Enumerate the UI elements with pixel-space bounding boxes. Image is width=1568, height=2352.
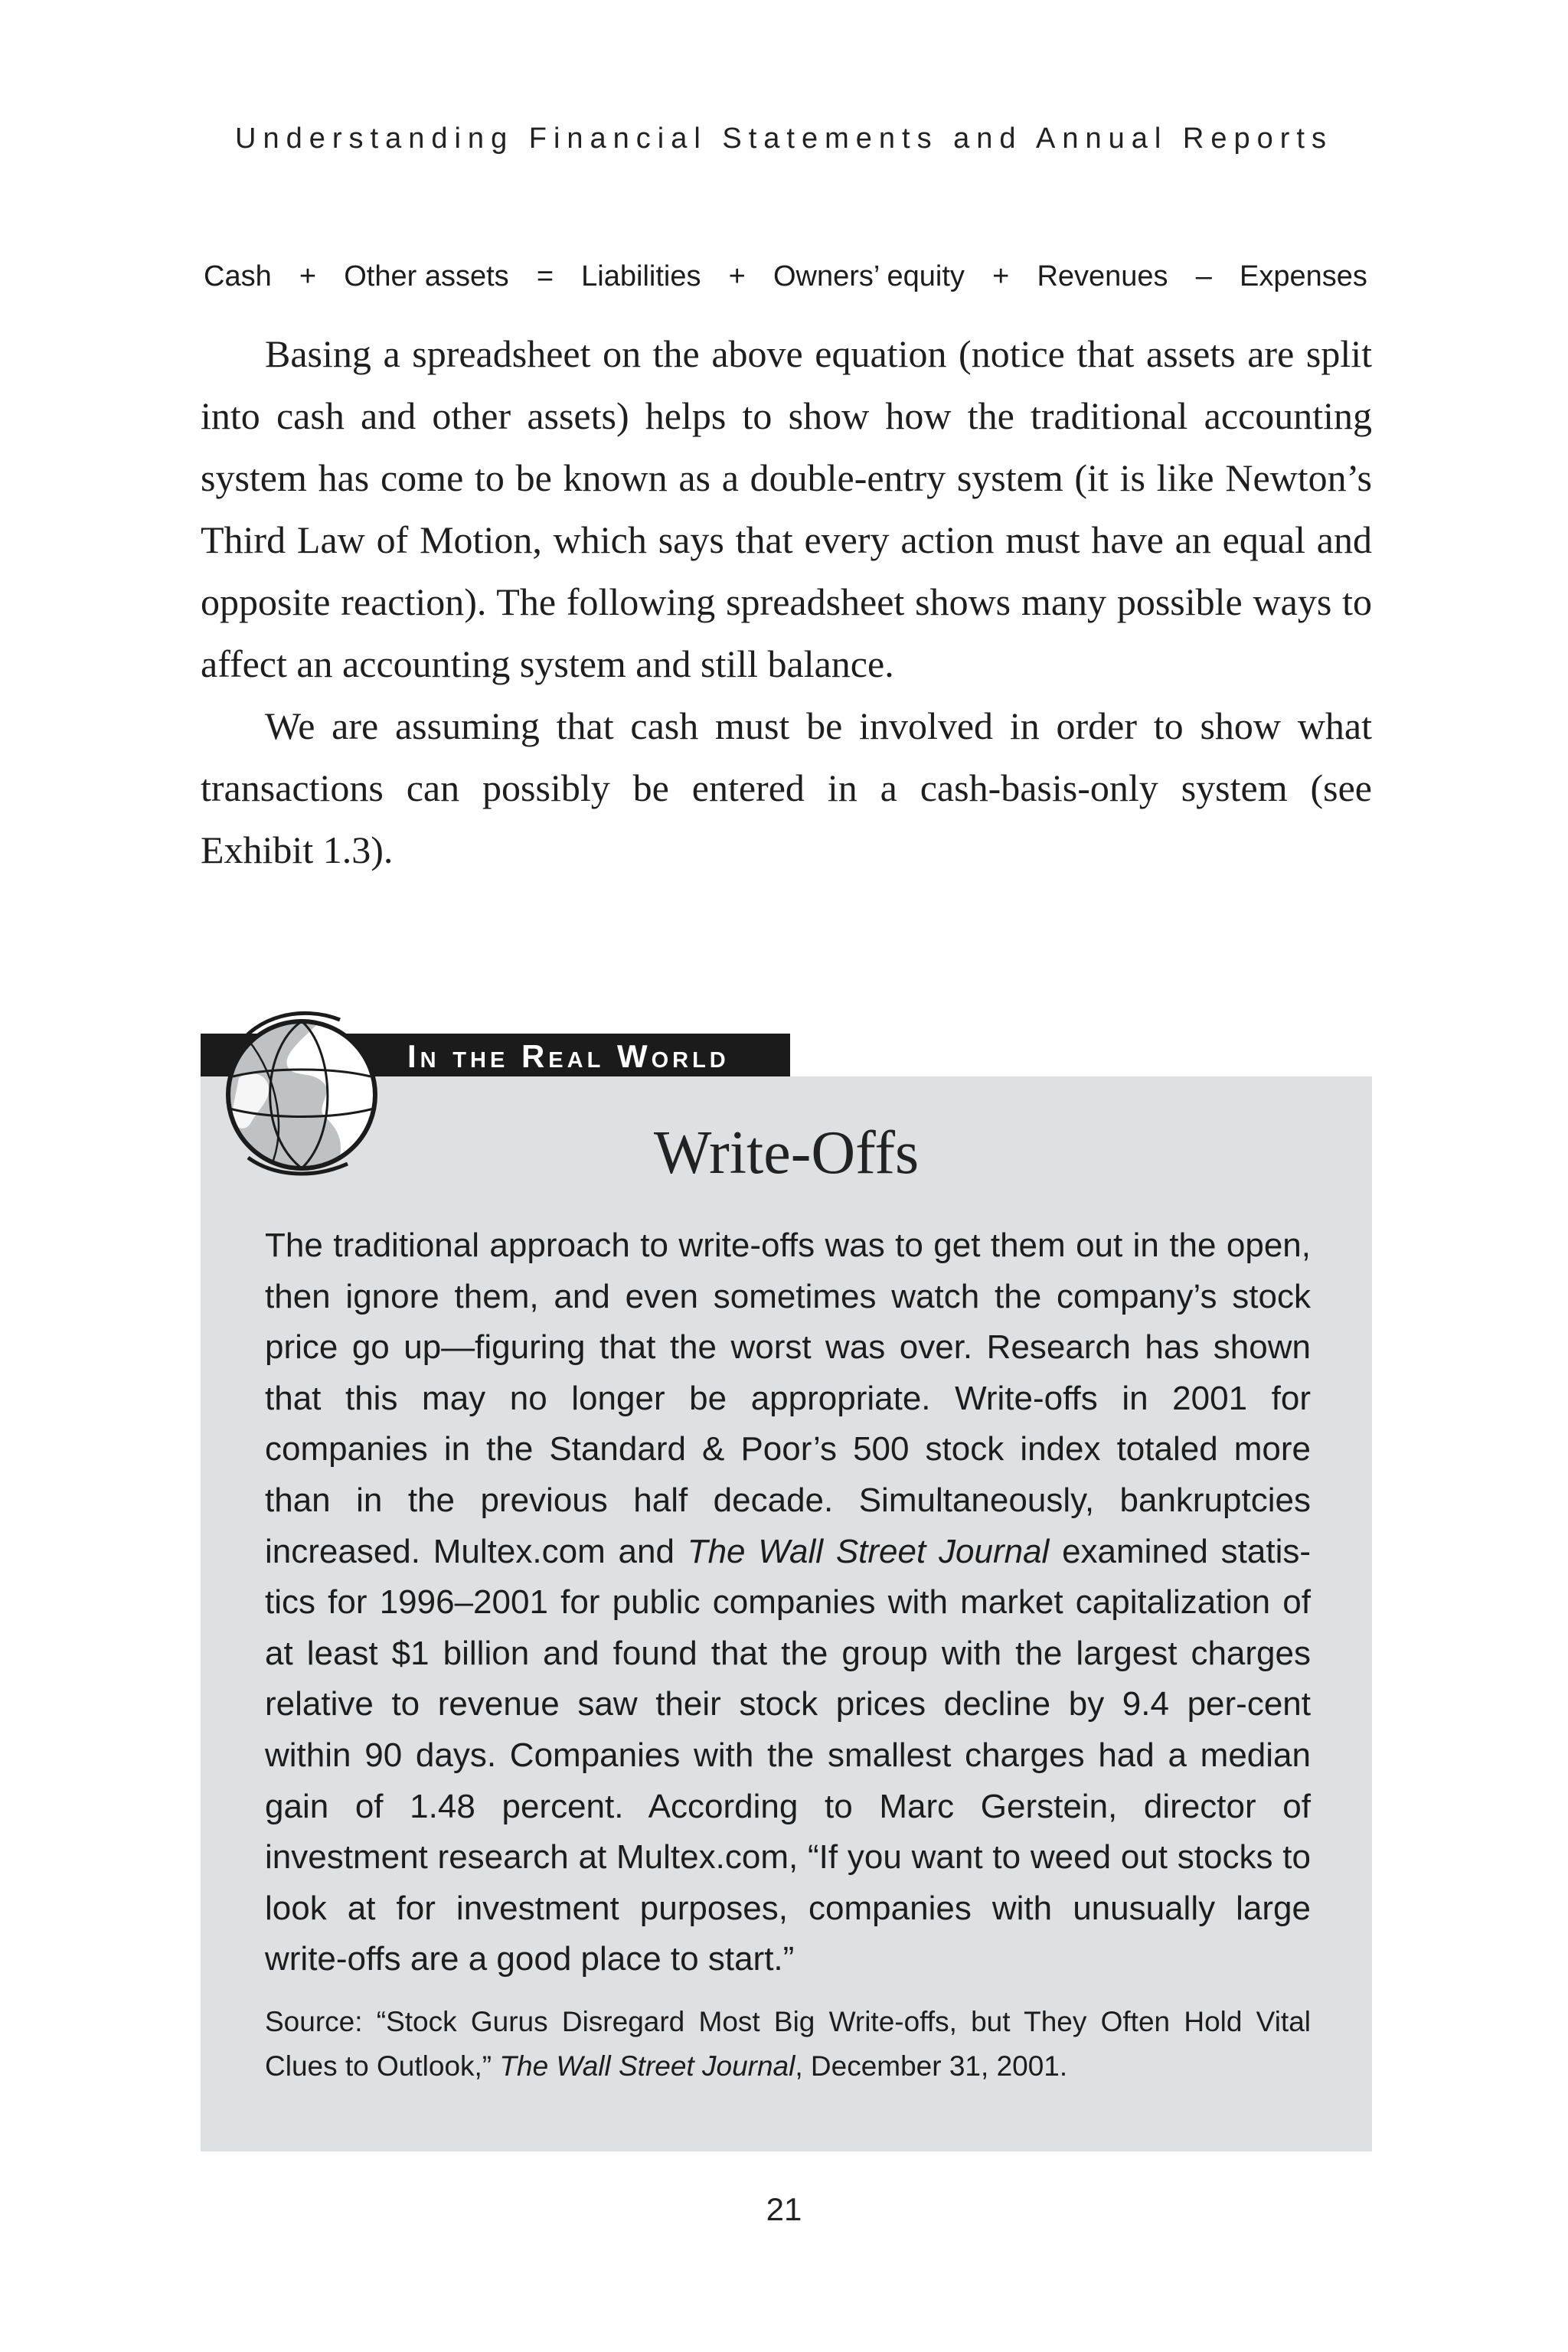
body-text	[201, 323, 1372, 881]
source-text-part: Source: “Stock Gurus Disregard Most Big Write-offs, but They Often Hold Vital Clues to Outlook,”	[265, 2006, 1311, 2082]
sidebar-title: Write-Offs	[653, 1119, 920, 1187]
accounting-equation	[204, 260, 1367, 293]
running-head: Understanding Financial Statements and Annual Reports	[235, 122, 1333, 155]
equation-term: Revenues	[1037, 260, 1168, 292]
equation-operator: +	[299, 260, 317, 292]
body-paragraph-2: We are assuming that cash must be involved in order to show what transactions can possibly be entered in a cash-basis-only system (see Exhibit 1.3).	[201, 704, 1372, 871]
equation-operator: +	[992, 260, 1010, 292]
publication-title: The Wall Street Journal	[687, 1532, 1050, 1570]
sidebar-text-part: examined statis-tics for 1996–2001 for public companies with market capitalization of at least $1 billion and found that the group with the largest charges relative to revenue saw their stock prices decline by 9.4 per-cent within 90 days. Companies with the smallest charges had a median gain of 1.48 percent. According to Marc Gerstein, director of investment research at Multex.com, “If you want to weed out stocks to look at for investment purposes, companies with unusually large write-offs are a good place to start.”	[265, 1532, 1311, 1978]
source-publication-title: The Wall Street Journal	[499, 2050, 795, 2082]
page-number: 21	[766, 2191, 802, 2227]
source-text-part: , December 31, 2001.	[795, 2050, 1068, 2082]
sidebar-body	[265, 1220, 1311, 1985]
body-paragraph-1: Basing a spreadsheet on the above equation (notice that assets are split into cash and other assets) helps to show how the traditional accounting system has come to be known as a double-entry system (it is like Newton’s Third Law of Motion, which says that every action must have an equal and opposite reaction). The following spreadsheet shows many possible ways to affect an accounting system and still balance.	[201, 332, 1372, 685]
equation-operator: –	[1195, 260, 1212, 292]
equation-term: Owners’ equity	[773, 260, 965, 292]
sidebar-label: In the Real World	[407, 1038, 730, 1074]
equation-operator: +	[728, 260, 746, 292]
equation-term: Liabilities	[581, 260, 701, 292]
sidebar-source	[265, 2000, 1311, 2089]
equation-term: Other assets	[344, 260, 509, 292]
equation-term: Expenses	[1240, 260, 1367, 292]
sidebar-text-part: The traditional approach to write-offs was to get them out in the open, then ignore them, and even sometimes watch the company’s stock price go up—figuring that the worst was over. Research has shown that this may no longer be appropriate. Write-offs in 2001 for companies in the Standard & Poor’s 500 stock index totaled more than in the previous half decade. Simultaneously, bankruptcies increased. Multex.com and	[265, 1227, 1311, 1570]
equation-operator: =	[536, 260, 554, 292]
equation-term: Cash	[204, 260, 272, 292]
